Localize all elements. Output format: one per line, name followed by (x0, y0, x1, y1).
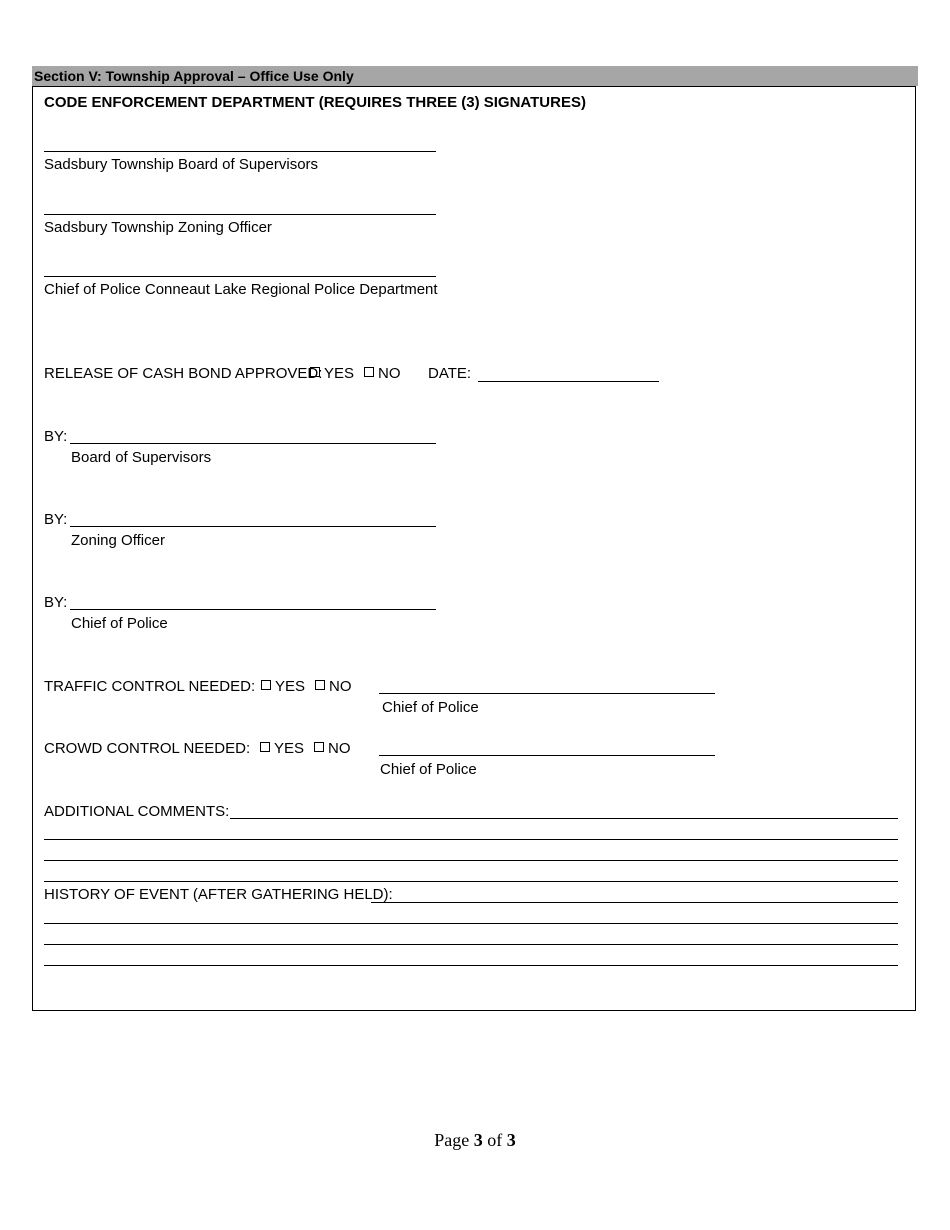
checkbox-icon[interactable] (261, 680, 271, 690)
zoning-by-title: Zoning Officer (71, 532, 165, 549)
police-by-title: Chief of Police (71, 615, 168, 632)
cash-bond-yes-option[interactable]: YES (310, 365, 354, 383)
history-line-1[interactable] (371, 902, 898, 903)
board-by-signature-line[interactable] (70, 443, 436, 444)
cash-bond-no-option[interactable]: NO (364, 365, 401, 383)
crowd-signer-label: Chief of Police (380, 761, 477, 778)
checkbox-icon[interactable] (310, 367, 320, 377)
section-header (32, 66, 918, 86)
board-by-title: Board of Supervisors (71, 449, 212, 466)
by-label-zoning: BY: (44, 511, 68, 528)
history-of-event-label: HISTORY OF EVENT (AFTER GATHERING HELD): (44, 886, 393, 903)
by-label-board: BY: (44, 428, 68, 445)
crowd-control-label: CROWD CONTROL NEEDED: (44, 740, 251, 757)
comment-line-3[interactable] (44, 860, 898, 861)
comment-line-1[interactable] (230, 818, 898, 819)
checkbox-icon[interactable] (315, 680, 325, 690)
zoning-signature-label: Sadsbury Township Zoning Officer (44, 219, 272, 236)
crowd-signature-line[interactable] (379, 755, 715, 756)
checkbox-icon[interactable] (314, 742, 324, 752)
police-signature-line[interactable] (44, 276, 436, 277)
board-signature-label: Sadsbury Township Board of Supervisors (44, 156, 319, 173)
traffic-no-option[interactable]: NO (315, 678, 352, 696)
zoning-by-signature-line[interactable] (70, 526, 436, 527)
comment-line-2[interactable] (44, 839, 898, 840)
police-signature-label: Chief of Police Conneaut Lake Regional Police Department (44, 281, 438, 298)
checkbox-icon[interactable] (364, 367, 374, 377)
police-by-signature-line[interactable] (70, 609, 436, 610)
history-line-4[interactable] (44, 965, 898, 966)
code-enforcement-heading: CODE ENFORCEMENT DEPARTMENT (REQUIRES THREE (3) SIGNATURES) (44, 94, 586, 111)
history-line-3[interactable] (44, 944, 898, 945)
checkbox-icon[interactable] (260, 742, 270, 752)
date-field-line[interactable] (478, 381, 659, 382)
crowd-no-option[interactable]: NO (314, 740, 351, 758)
date-label: DATE: (428, 365, 472, 382)
board-signature-line[interactable] (44, 151, 436, 152)
additional-comments-label: ADDITIONAL COMMENTS: (44, 803, 230, 820)
traffic-yes-option[interactable]: YES (261, 678, 305, 696)
traffic-signature-line[interactable] (379, 693, 715, 694)
zoning-signature-line[interactable] (44, 214, 436, 215)
section-title: Section V: Township Approval – Office Use Only (34, 68, 354, 84)
page-number: Page 3 of 3 (434, 1130, 516, 1150)
cash-bond-label: RELEASE OF CASH BOND APPROVED: (44, 365, 323, 382)
comment-line-4[interactable] (44, 881, 898, 882)
crowd-yes-option[interactable]: YES (260, 740, 304, 758)
history-line-2[interactable] (44, 923, 898, 924)
traffic-control-label: TRAFFIC CONTROL NEEDED: (44, 678, 256, 695)
traffic-signer-label: Chief of Police (382, 699, 479, 716)
by-label-police: BY: (44, 594, 68, 611)
